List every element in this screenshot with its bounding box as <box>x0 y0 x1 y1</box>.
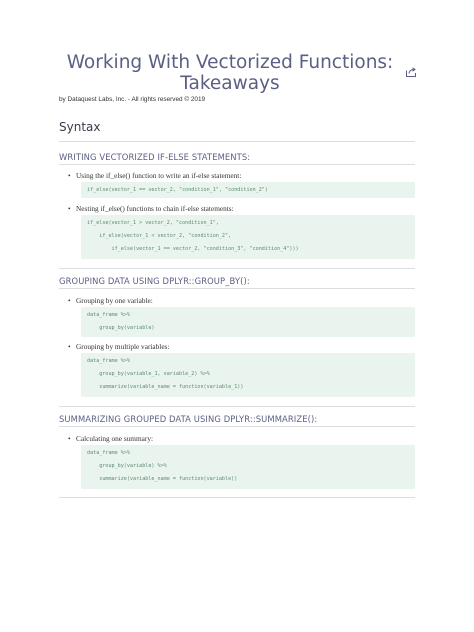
code-block <box>81 215 415 259</box>
code-line: if_else(vector_1 == vector_2, "condition_3", "condition_4"))) <box>87 246 299 252</box>
code-line: data_frame %>% <box>87 358 130 364</box>
code-line: if_else(vector_1 < vector_2, "condition_2", <box>87 233 232 239</box>
code-line: group_by(variable) %>% <box>87 463 167 469</box>
divider <box>59 268 415 269</box>
divider <box>59 288 415 289</box>
code-block <box>81 182 415 198</box>
code-line: if_else(vector_1 > vector_2, "condition_1", <box>87 220 219 226</box>
section-heading-summarize: SUMMARIZING GROUPED DATA USING DPLYR::SUMMARIZE(): <box>59 414 318 424</box>
code-line: summarize(variable_name = function(variable_1)) <box>87 384 244 390</box>
code-line: data_frame %>% <box>87 312 130 318</box>
page-title <box>60 52 400 94</box>
code-line: if_else(vector_1 == vector_2, "condition_1", "condition_2") <box>87 187 268 193</box>
list-item: • Grouping by one variable: <box>68 296 153 305</box>
syntax-heading: Syntax <box>59 120 101 134</box>
divider <box>59 141 415 142</box>
byline: by Dataquest Labs, Inc. - All rights reserved © 2019 <box>59 96 206 103</box>
list-item: • Nesting if_else() functions to chain if-else statements: <box>68 204 234 213</box>
code-line: summarize(variable_name = function(variable)) <box>87 476 238 482</box>
divider <box>59 406 415 407</box>
title-line-1: Working With Vectorized Functions: <box>66 52 394 73</box>
divider <box>59 426 415 427</box>
section-heading-if-else: WRITING VECTORIZED IF-ELSE STATEMENTS: <box>59 152 251 162</box>
code-block <box>81 307 415 337</box>
list-item: • Using the if_else() function to write an if-else statement: <box>68 171 242 180</box>
title-line-2: Takeaways <box>180 73 280 94</box>
section-heading-group-by: GROUPING DATA USING DPLYR::GROUP_BY(): <box>59 276 250 286</box>
code-block <box>81 353 415 397</box>
divider <box>59 497 415 498</box>
code-line: group_by(variable) <box>87 325 155 331</box>
code-block <box>81 445 415 489</box>
divider <box>59 164 415 165</box>
code-line: data_frame %>% <box>87 450 130 456</box>
share-icon[interactable] <box>405 66 417 78</box>
list-item: • Calculating one summary: <box>68 434 154 443</box>
code-line: group_by(variable_1, variable_2) %>% <box>87 371 210 377</box>
list-item: • Grouping by multiple variables: <box>68 342 170 351</box>
